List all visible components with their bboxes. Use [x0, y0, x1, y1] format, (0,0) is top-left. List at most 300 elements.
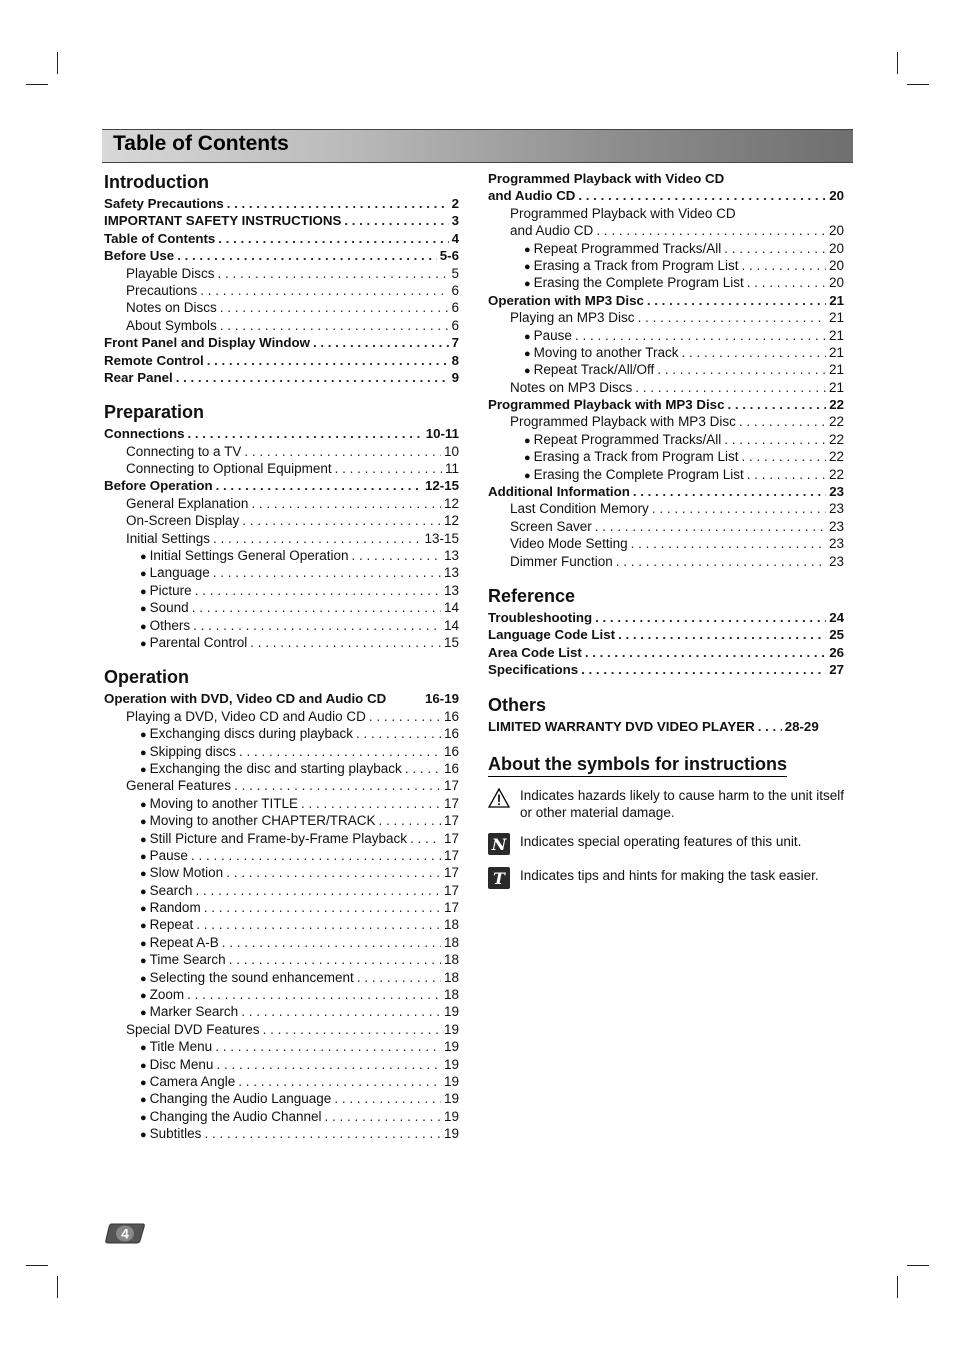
toc-entry — [104, 300, 459, 317]
dot-leader — [724, 241, 826, 256]
dot-leader — [578, 188, 826, 203]
toc-entry — [488, 536, 844, 553]
dot-leader — [575, 328, 826, 343]
dot-leader — [356, 726, 441, 741]
toc-entry — [104, 583, 459, 600]
bullet-icon: ● — [140, 729, 147, 742]
dot-leader — [229, 952, 441, 967]
bullet-icon: ● — [140, 746, 147, 759]
toc-entry-page: 19 — [443, 1126, 459, 1142]
toc-entry-label: Programmed Playback with MP3 Disc — [488, 397, 725, 413]
toc-entry — [104, 778, 459, 795]
toc-entry-label: Others — [149, 617, 191, 633]
toc-entry-label: Moving to another TITLE — [149, 795, 298, 811]
toc-entry-label: and Audio CD — [488, 188, 576, 204]
toc-entry-label: Erasing the Complete Program List — [533, 275, 744, 291]
toc-entry-page: 18 — [443, 969, 459, 985]
toc-entry-page: 17 — [443, 882, 459, 898]
toc-section-operation — [104, 666, 459, 1143]
bullet-icon: ● — [140, 885, 147, 898]
symbols-heading: About the symbols for instructions — [488, 754, 787, 777]
toc-entry — [104, 444, 459, 461]
toc-entry-label: Changing the Audio Channel — [149, 1108, 322, 1124]
toc-entry-page: 15 — [443, 634, 459, 650]
crop-mark — [57, 1276, 58, 1298]
dot-leader — [405, 761, 441, 776]
toc-entry-label: Playing a DVD, Video CD and Audio CD — [126, 708, 366, 724]
dot-leader — [739, 414, 826, 429]
toc-entry-page: 21 — [828, 327, 844, 343]
toc-entry — [488, 241, 844, 258]
toc-entry — [104, 848, 459, 865]
toc-entry-label: Front Panel and Display Window — [104, 335, 310, 351]
toc-entry-label: Camera Angle — [149, 1073, 236, 1089]
toc-entry — [488, 645, 844, 662]
dot-leader — [220, 300, 449, 315]
toc-entry-page: 5-6 — [439, 248, 459, 264]
toc-entry-label: Language — [149, 565, 210, 581]
dot-leader — [216, 1057, 441, 1072]
bullet-icon: ● — [140, 1076, 147, 1089]
dot-leader — [747, 467, 826, 482]
toc-entry — [104, 531, 459, 548]
bullet-icon: ● — [140, 551, 147, 564]
dot-leader — [244, 444, 441, 459]
toc-entry — [104, 426, 459, 443]
toc-entry — [104, 318, 459, 335]
toc-entry-page: 19 — [443, 1091, 459, 1107]
dot-leader — [218, 266, 449, 281]
toc-entry-page: 5 — [451, 265, 459, 281]
toc-entry-label: Programmed Playback with Video CD — [488, 171, 725, 186]
toc-entry — [104, 917, 459, 934]
dot-leader — [334, 1091, 441, 1106]
dot-leader — [187, 987, 441, 1002]
dot-leader — [207, 353, 449, 368]
toc-entry-page: 19 — [443, 1073, 459, 1089]
section-heading: Others — [488, 694, 547, 715]
toc-section-preparation — [104, 401, 459, 652]
toc-entry-label: Programmed Playback with MP3 Disc — [510, 414, 736, 430]
toc-entry — [488, 554, 844, 571]
toc-entry — [488, 258, 844, 275]
dot-leader — [227, 196, 449, 211]
toc-entry-page: 23 — [829, 484, 844, 500]
bullet-icon: ● — [140, 937, 147, 950]
toc-entry-page: 20 — [828, 275, 844, 291]
bullet-icon: ● — [140, 972, 147, 985]
bullet-icon: ● — [524, 469, 531, 482]
bullet-icon: ● — [140, 798, 147, 811]
toc-entry-page: 23 — [828, 501, 844, 517]
toc-entry-page: 14 — [443, 600, 459, 616]
right-column — [488, 171, 844, 901]
toc-entry — [488, 414, 844, 431]
toc-entry — [104, 248, 459, 265]
toc-entry — [488, 719, 844, 736]
bullet-icon: ● — [140, 816, 147, 829]
dot-leader — [357, 970, 441, 985]
toc-entry-page: 18 — [443, 987, 459, 1003]
bullet-icon: ● — [140, 920, 147, 933]
toc-entry-page: 17 — [443, 813, 459, 829]
toc-entry — [488, 188, 844, 205]
toc-entry — [488, 519, 844, 536]
toc-entry-page: 23 — [828, 536, 844, 552]
toc-entry-page: 20 — [829, 188, 844, 204]
toc-entry — [488, 380, 844, 397]
toc-entry-label: Picture — [149, 582, 192, 598]
dot-leader — [193, 618, 441, 633]
toc-entry-label: Connecting to Optional Equipment — [126, 461, 332, 477]
toc-entry — [104, 548, 459, 565]
page-number: 4 — [121, 1225, 129, 1242]
toc-entry — [488, 206, 844, 223]
bullet-icon: ● — [524, 452, 531, 465]
toc-entry — [104, 565, 459, 582]
dot-leader — [191, 848, 441, 863]
toc-entry-page: 22 — [828, 431, 844, 447]
bullet-icon: ● — [140, 620, 147, 633]
dot-leader — [188, 426, 423, 441]
toc-entry — [104, 1091, 459, 1108]
toc-entry-label: Screen Saver — [510, 518, 592, 534]
toc-entry-label: Sound — [149, 600, 189, 616]
toc-entry — [104, 987, 459, 1004]
toc-entry-page: 18 — [443, 917, 459, 933]
toc-entry-label: Last Condition Memory — [510, 501, 649, 517]
toc-entry-label: Troubleshooting — [488, 609, 593, 625]
toc-entry-label: Erasing a Track from Program List — [533, 257, 739, 273]
symbol-text: Indicates hazards likely to cause harm to the unit itself or other material damage. — [520, 787, 844, 820]
bullet-icon: ● — [524, 330, 531, 343]
dot-leader — [635, 380, 826, 395]
dot-leader — [595, 519, 826, 534]
crop-mark — [57, 52, 58, 74]
bullet-icon: ● — [140, 1007, 147, 1020]
toc-entry-label: IMPORTANT SAFETY INSTRUCTIONS — [104, 213, 342, 229]
toc-entry — [104, 461, 459, 478]
toc-entry — [104, 952, 459, 969]
dot-leader — [581, 662, 826, 677]
toc-entry — [104, 796, 459, 813]
toc-section-others — [488, 694, 844, 736]
dot-leader — [652, 501, 826, 516]
dot-leader — [369, 709, 441, 724]
dot-leader — [242, 513, 441, 528]
toc-entry-label: Repeat A-B — [149, 934, 219, 950]
toc-entry-label: Operation with DVD, Video CD and Audio CD — [104, 691, 387, 707]
toc-entry-page: 19 — [443, 1004, 459, 1020]
bullet-icon: ● — [140, 990, 147, 1003]
toc-entry-page: 6 — [451, 282, 459, 298]
dot-leader — [638, 310, 826, 325]
toc-entry — [488, 293, 844, 310]
dot-leader — [238, 1074, 441, 1089]
toc-entry — [104, 691, 459, 708]
svg-text:T: T — [493, 868, 505, 888]
toc-entry-page: 17 — [443, 830, 459, 846]
toc-entry — [488, 467, 844, 484]
toc-entry-page: 21 — [829, 292, 844, 308]
toc-entry-label: Slow Motion — [149, 865, 224, 881]
toc-entry-label: Zoom — [149, 987, 185, 1003]
dot-leader — [681, 345, 825, 360]
bullet-icon: ● — [524, 260, 531, 273]
toc-entry — [488, 345, 844, 362]
left-column — [104, 171, 459, 1158]
toc-entry — [104, 865, 459, 882]
toc-entry-page: 18 — [443, 952, 459, 968]
toc-entry-label: General Features — [126, 778, 232, 794]
toc-entry-page: 24 — [829, 609, 844, 625]
toc-entry-page: 21 — [828, 344, 844, 360]
toc-entry-page: 17 — [443, 900, 459, 916]
toc-entry-page: 2 — [451, 196, 459, 211]
toc-entry-page: 22 — [829, 397, 844, 413]
toc-entry-label: LIMITED WARRANTY DVD VIDEO PLAYER — [488, 718, 755, 734]
toc-entry-page: 12 — [443, 513, 459, 529]
toc-entry-page: 22 — [828, 466, 844, 482]
toc-entry-label: Title Menu — [149, 1039, 213, 1055]
toc-entry-label: Random — [149, 900, 201, 916]
bullet-icon: ● — [140, 833, 147, 846]
toc-section — [488, 171, 844, 571]
dot-leader — [234, 778, 441, 793]
toc-entry — [488, 662, 844, 679]
toc-entry — [104, 709, 459, 726]
toc-entry-page: 11 — [444, 461, 459, 477]
toc-entry — [104, 370, 459, 387]
dot-leader — [647, 293, 826, 308]
toc-entry — [104, 618, 459, 635]
toc-entry-label: Repeat Programmed Tracks/All — [533, 240, 722, 256]
dot-leader — [344, 213, 448, 228]
toc-entry-page: 21 — [828, 379, 844, 395]
toc-entry-label: Moving to another CHAPTER/TRACK — [149, 813, 376, 829]
toc-entry-label: Still Picture and Frame-by-Frame Playback — [149, 830, 407, 846]
dot-leader — [633, 484, 826, 499]
bullet-icon: ● — [140, 763, 147, 776]
toc-entry-page: 19 — [443, 1056, 459, 1072]
toc-entry — [488, 449, 844, 466]
toc-entry-label: Operation with MP3 Disc — [488, 292, 644, 308]
dot-leader — [313, 335, 449, 350]
toc-entry-label: Safety Precautions — [104, 196, 224, 211]
dot-leader — [226, 865, 441, 880]
toc-entry-page: 28-29 — [784, 718, 819, 734]
symbol-row-note — [488, 833, 844, 855]
dot-leader — [222, 935, 441, 950]
toc-entry — [104, 831, 459, 848]
section-heading: Preparation — [104, 402, 205, 423]
toc-entry-label: Specifications — [488, 662, 579, 678]
toc-entry-label: Repeat Programmed Tracks/All — [533, 431, 722, 447]
toc-entry-page: 6 — [451, 300, 459, 316]
dot-leader — [631, 536, 826, 551]
svg-text:N: N — [491, 834, 507, 854]
bullet-icon: ● — [140, 1042, 147, 1055]
toc-entry-page: 23 — [828, 518, 844, 534]
crop-mark — [26, 84, 48, 85]
bullet-icon: ● — [140, 1129, 147, 1142]
toc-entry-label: Subtitles — [149, 1126, 202, 1142]
toc-entry — [104, 1057, 459, 1074]
toc-entry-label: Rear Panel — [104, 369, 173, 385]
bullet-icon: ● — [140, 568, 147, 581]
dot-leader — [195, 583, 441, 598]
toc-entry-page: 12 — [443, 495, 459, 511]
crop-mark — [26, 1265, 48, 1266]
dot-leader — [213, 565, 441, 580]
toc-entry — [104, 1109, 459, 1126]
toc-entry — [104, 935, 459, 952]
toc-entry-label: General Explanation — [126, 495, 249, 511]
dot-leader — [410, 831, 441, 846]
dot-leader — [215, 1039, 441, 1054]
section-heading: Operation — [104, 667, 190, 688]
toc-entry — [104, 196, 459, 213]
crop-mark — [897, 1276, 898, 1298]
toc-entry — [104, 635, 459, 652]
toc-entry — [488, 310, 844, 327]
toc-entry-page: 6 — [451, 317, 459, 333]
toc-entry-label: About Symbols — [126, 317, 217, 333]
toc-entry-page: 19 — [443, 1021, 459, 1037]
toc-entry-page: 3 — [451, 213, 459, 229]
toc-entry — [488, 432, 844, 449]
dot-leader — [335, 461, 442, 476]
toc-entry-label: Moving to another Track — [533, 344, 679, 360]
toc-entry — [104, 1004, 459, 1021]
dot-leader — [216, 478, 422, 493]
toc-entry — [104, 744, 459, 761]
toc-entry-label: Erasing a Track from Program List — [533, 449, 739, 465]
toc-entry — [104, 1126, 459, 1143]
dot-leader — [204, 900, 441, 915]
toc-entry — [488, 627, 844, 644]
toc-entry-label: Marker Search — [149, 1004, 239, 1020]
bullet-icon: ● — [140, 637, 147, 650]
dot-leader — [177, 248, 437, 263]
toc-entry-page: 21 — [828, 362, 844, 378]
bullet-icon: ● — [524, 434, 531, 447]
symbol-text: Indicates tips and hints for making the task easier. — [520, 867, 819, 883]
right-toc — [488, 171, 844, 736]
symbol-row-tip — [488, 867, 844, 889]
section-heading: Introduction — [104, 172, 209, 192]
toc-entry-page: 20 — [828, 257, 844, 273]
toc-entry — [104, 513, 459, 530]
crop-mark — [897, 52, 898, 74]
dot-leader — [213, 531, 421, 546]
toc-entry — [488, 275, 844, 292]
toc-entry-page: 13 — [443, 548, 459, 564]
symbol-row-warning — [488, 787, 844, 821]
toc-entry — [488, 223, 844, 240]
tip-t-icon — [488, 867, 510, 889]
warning-triangle-icon — [488, 787, 510, 809]
page-title: Table of Contents — [113, 132, 289, 155]
dot-leader — [379, 813, 441, 828]
toc-entry-label: Search — [149, 882, 193, 898]
toc-entry-page: 19 — [443, 1108, 459, 1124]
toc-entry-page: 16-19 — [424, 691, 459, 707]
toc-entry-label: Initial Settings General Operation — [149, 548, 349, 564]
toc-entry — [488, 362, 844, 379]
toc-entry-page: 13-15 — [424, 530, 459, 546]
dot-leader — [727, 397, 826, 412]
dot-leader — [239, 744, 441, 759]
toc-entry-label: Precautions — [126, 282, 198, 298]
toc-entry-page: 7 — [451, 335, 459, 351]
toc-section-reference — [488, 585, 844, 680]
dot-leader — [196, 917, 441, 932]
toc-entry-page: 23 — [828, 553, 844, 569]
toc-entry — [104, 600, 459, 617]
bullet-icon: ● — [140, 955, 147, 968]
bullet-icon: ● — [140, 603, 147, 616]
bullet-icon: ● — [524, 365, 531, 378]
dot-leader — [657, 362, 826, 377]
toc-entry-label: Notes on Discs — [126, 300, 217, 316]
toc-entry-page: 25 — [829, 627, 844, 643]
toc-entry-label: Video Mode Setting — [510, 536, 628, 552]
toc-entry-page: 10-11 — [425, 426, 459, 442]
dot-leader — [595, 610, 826, 625]
toc-entry-page: 22 — [828, 414, 844, 430]
toc-entry-page: 17 — [443, 778, 459, 794]
dot-leader — [250, 635, 441, 650]
bullet-icon: ● — [140, 850, 147, 863]
toc-entry — [488, 397, 844, 414]
dot-leader — [263, 1022, 441, 1037]
bullet-icon: ● — [524, 243, 531, 256]
toc-entry — [104, 283, 459, 300]
toc-entry — [104, 970, 459, 987]
dot-leader — [741, 449, 825, 464]
toc-entry-page: 27 — [829, 662, 844, 678]
toc-entry — [104, 726, 459, 743]
toc-entry — [488, 171, 844, 188]
symbol-text: Indicates special operating features of this unit. — [520, 833, 802, 849]
toc-entry-label: Area Code List — [488, 644, 582, 660]
dot-leader — [616, 554, 826, 569]
toc-entry-label: Playing an MP3 Disc — [510, 310, 635, 326]
dot-leader — [724, 432, 826, 447]
toc-entry — [104, 266, 459, 283]
title-bar — [102, 129, 853, 163]
toc-entry-label: Selecting the sound enhancement — [149, 969, 354, 985]
dot-leader — [251, 496, 441, 511]
section-heading: Reference — [488, 585, 576, 606]
dot-leader — [220, 318, 449, 333]
toc-entry-page: 8 — [451, 352, 459, 368]
toc-entry-page: 9 — [451, 369, 459, 385]
toc-entry-label: Playable Discs — [126, 265, 215, 281]
dot-leader — [218, 231, 448, 246]
bullet-icon: ● — [140, 1094, 147, 1107]
toc-entry-label: Notes on MP3 Discs — [510, 379, 633, 395]
toc-section-introduction — [104, 171, 459, 387]
toc-entry-page: 14 — [443, 617, 459, 633]
toc-entry-label: Parental Control — [149, 634, 248, 650]
toc-entry-label: Special DVD Features — [126, 1021, 260, 1037]
toc-entry-label: Time Search — [149, 952, 226, 968]
toc-entry-label: Remote Control — [104, 352, 204, 368]
toc-entry-label: On-Screen Display — [126, 513, 240, 529]
toc-entry — [104, 1039, 459, 1056]
